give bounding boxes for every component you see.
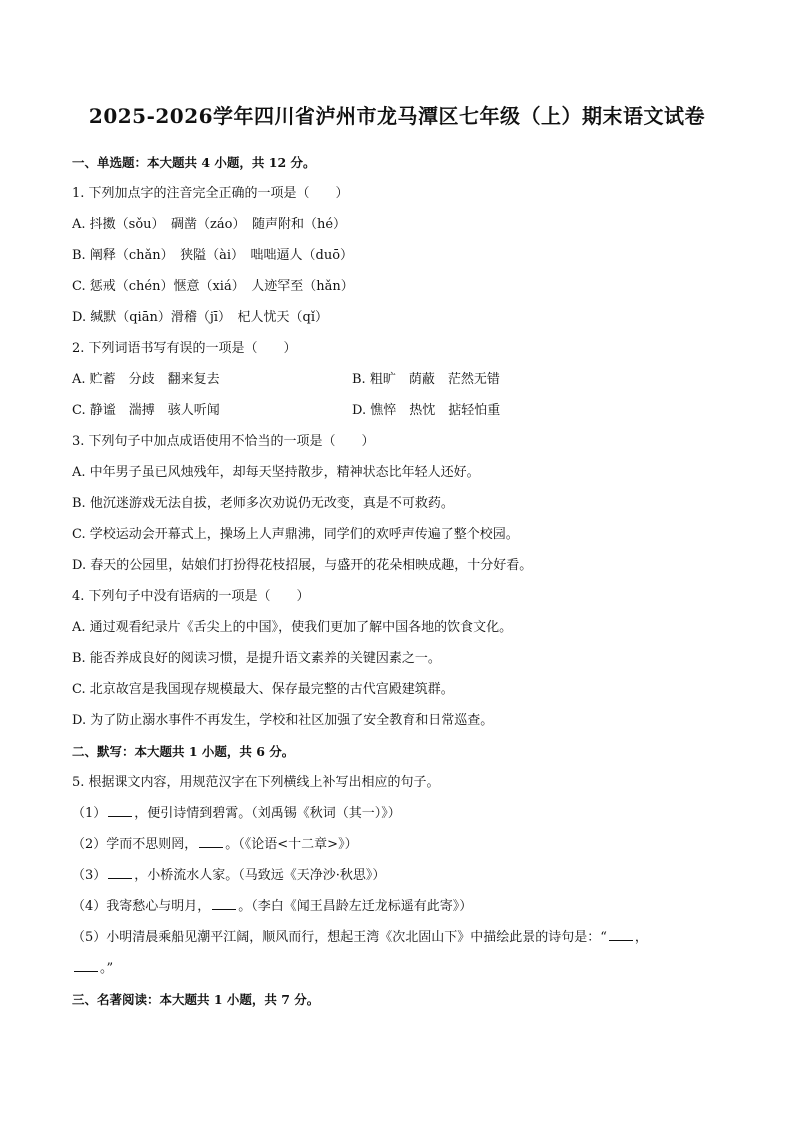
item-4-prefix: （4）我寄愁心与明月， [72, 899, 211, 914]
answer-blank[interactable] [199, 833, 223, 848]
section-heading-3: 三、名著阅读：本大题共 1 小题，共 7 分。 [72, 992, 320, 1007]
answer-blank[interactable] [609, 926, 633, 941]
question-4-option-a: A. 通过观看纪录片《舌尖上的中国》，使我们更加了解中国各地的饮食文化。 [72, 620, 513, 635]
question-5-item-5-continued [72, 953, 722, 984]
item-3-prefix: （3） [72, 868, 107, 883]
question-5-item-4 [72, 891, 722, 922]
item-2-suffix: 。（《论语<十二章>》） [225, 837, 358, 852]
item-2-prefix: （2）学而不思则罔， [72, 837, 198, 852]
item-5-prefix: （5）小明清晨乘船见潮平江阔，顺风而行，想起王湾《次北固山下》中描绘此景的诗句是：“ [72, 930, 607, 945]
question-2-option-d: D. 憔悴 热忱 掂轻怕重 [352, 403, 501, 418]
question-4-option-c: C. 北京故宫是我国现存规模最大、保存最完整的古代宫殿建筑群。 [72, 682, 454, 697]
item-5-middle: ， [634, 930, 648, 945]
question-2-row-1 [72, 364, 722, 395]
item-5-suffix: 。” [100, 961, 114, 976]
question-3-option-b: B. 他沉迷游戏无法自拔，老师多次劝说仍无改变，真是不可救药。 [72, 496, 454, 511]
question-5-item-1 [72, 798, 722, 829]
question-1-option-a: A. 抖擞（sǒu） 碉凿（záo） 随声附和（hé） [72, 217, 347, 232]
item-1-prefix: （1） [72, 806, 107, 821]
question-2-row-2 [72, 395, 722, 426]
question-4-option-b: B. 能否养成良好的阅读习惯，是提升语文素养的关键因素之一。 [72, 651, 441, 666]
answer-blank[interactable] [108, 802, 132, 817]
question-1-stem: 1. 下列加点字的注音完全正确的一项是（ ） [72, 186, 349, 201]
question-1-option-b: B. 阐释（chǎn） 狭隘（ài） 咄咄逼人（duō） [72, 248, 354, 263]
item-3-suffix: ，小桥流水人家。（马致远《天净沙·秋思》） [134, 868, 386, 883]
question-5-item-5 [72, 922, 722, 953]
question-5-stem: 5. 根据课文内容，用规范汉字在下列横线上补写出相应的句子。 [72, 775, 440, 790]
page-title: 2025-2026学年四川省泸州市龙马潭区七年级（上）期末语文试卷 [88, 104, 706, 128]
item-1-suffix: ，便引诗情到碧霄。（刘禹锡《秋词（其一）》） [134, 806, 401, 821]
question-2-option-a: A. 贮蓄 分歧 翻来复去 [72, 372, 220, 387]
question-3-option-c: C. 学校运动会开幕式上，操场上人声鼎沸，同学们的欢呼声传遍了整个校园。 [72, 527, 519, 542]
section-heading-1: 一、单选题：本大题共 4 小题，共 12 分。 [72, 155, 316, 170]
answer-blank[interactable] [108, 864, 132, 879]
question-2-option-b: B. 粗旷 荫蔽 茫然无错 [352, 372, 500, 387]
question-3-option-a: A. 中年男子虽已风烛残年，却每天坚持散步，精神状态比年轻人还好。 [72, 465, 480, 480]
question-3-option-d: D. 春天的公园里，姑娘们打扮得花枝招展，与盛开的花朵相映成趣，十分好看。 [72, 558, 533, 573]
answer-blank[interactable] [74, 957, 98, 972]
question-1-option-c: C. 惩戒（chén）惬意（xiá） 人迹罕至（hǎn） [72, 279, 354, 294]
question-1-option-d: D. 缄默（qiān）滑稽（jī） 杞人忧天（qǐ） [72, 310, 328, 325]
question-5-item-3 [72, 860, 722, 891]
question-5-item-2 [72, 829, 722, 860]
item-4-suffix: 。（李白《闻王昌龄左迁龙标遥有此寄》） [238, 899, 473, 914]
question-4-option-d: D. 为了防止溺水事件不再发生，学校和社区加强了安全教育和日常巡查。 [72, 713, 494, 728]
question-2-stem: 2. 下列词语书写有误的一项是（ ） [72, 341, 297, 356]
question-3-stem: 3. 下列句子中加点成语使用不恰当的一项是（ ） [72, 434, 375, 449]
section-heading-2: 二、默写：本大题共 1 小题，共 6 分。 [72, 744, 295, 759]
question-4-stem: 4. 下列句子中没有语病的一项是（ ） [72, 589, 310, 604]
question-2-option-c: C. 静谧 湍搏 骇人听闻 [72, 403, 220, 418]
answer-blank[interactable] [212, 895, 236, 910]
